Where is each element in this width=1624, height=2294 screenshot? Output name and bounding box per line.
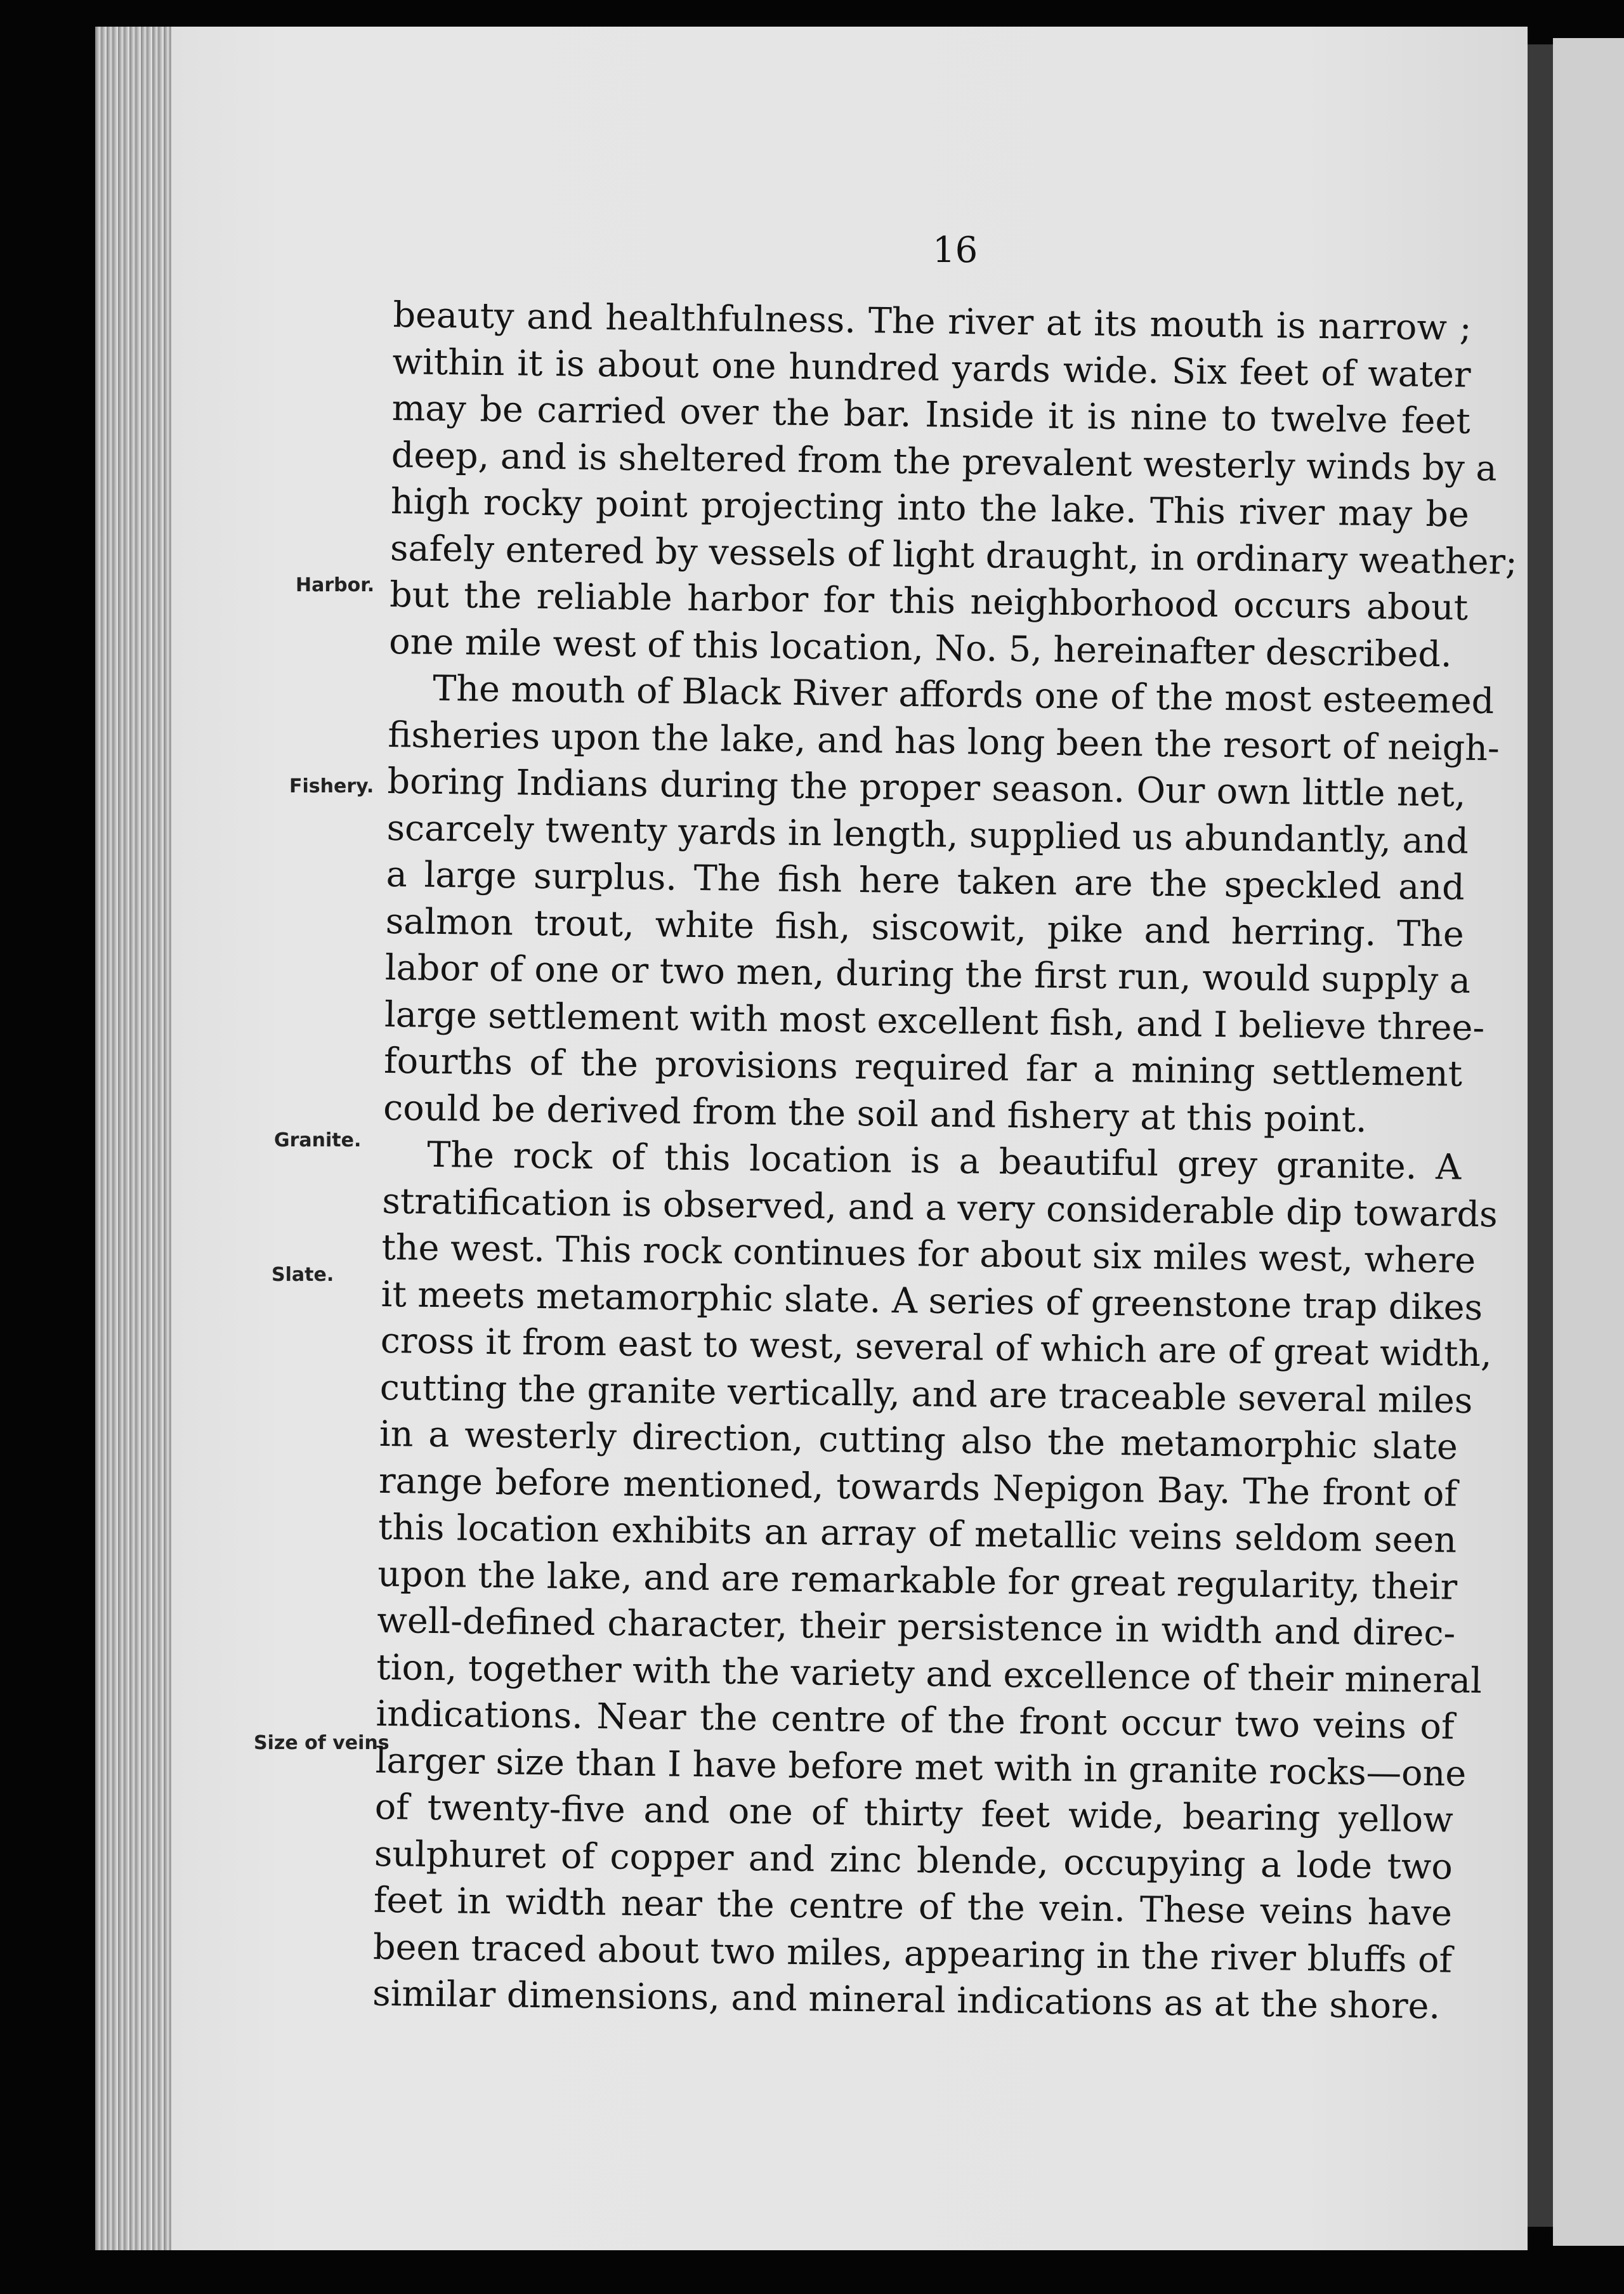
text-line: one mile west of this location, No. 5, hereinafter described. (388, 620, 1452, 675)
text-line: scarcely twenty yards in length, supplied us abundantly, and (386, 807, 1469, 862)
text-line: tion, together with the variety and excellence of their mineral (376, 1646, 1483, 1701)
text-line: feet in width near the centre of the vein. These veins have (373, 1879, 1453, 1934)
margin-note-size-of-veins: Size of veins (254, 1732, 390, 1754)
text-line: stratification is observed, and a very considerable dip towards (382, 1180, 1498, 1235)
text-line: large settlement with most excellent fish, and I believe three- (384, 993, 1485, 1049)
body-text (372, 292, 1518, 2030)
margin-note-slate: Slate. (272, 1264, 334, 1286)
text-line: of twenty-five and one of thirty feet wide, bearing yellow (374, 1786, 1454, 1841)
text-line: fourths of the provisions required far a mining settlement (383, 1040, 1463, 1095)
text-line: could be derived from the soil and fishery at this point. (383, 1087, 1368, 1141)
text-line: range before mentioned, towards Nepigon Bay. The front of (378, 1460, 1458, 1515)
text-line: the west. This rock continues for about six miles west, where (381, 1226, 1476, 1281)
margin-note-fishery: Fishery. (289, 775, 374, 797)
text-line: well-defined character, their persistence in width and direc- (377, 1599, 1456, 1655)
text-line: been traced about two miles, appearing in the river bluffs of (372, 1926, 1453, 1981)
gutter-shadow (1528, 44, 1553, 2227)
text-line: in a westerly direction, cutting also the metamorphic slate (379, 1413, 1458, 1468)
text-line: boring Indians during the proper season. Our own little net, (387, 760, 1466, 815)
text-line: safely entered by vessels of light draught, in ordinary weather; (390, 527, 1518, 583)
text-line: high rocky point projecting into the lake. This river may be (390, 480, 1470, 535)
text-line: fisheries upon the lake, and has long been the resort of neigh- (388, 714, 1500, 769)
margin-note-harbor: Harbor. (296, 574, 375, 596)
text-line: deep, and is sheltered from the prevalent westerly winds by a (391, 434, 1497, 489)
page-stack-edges (95, 27, 171, 2250)
text-line: this location exhibits an array of metallic veins seldom seen (377, 1506, 1457, 1561)
text-line: labor of one or two men, during the first run, would supply a (384, 947, 1471, 1002)
page-number: 16 (933, 230, 978, 271)
text-line: similar dimensions, and mineral indications as at the shore. (372, 1972, 1441, 2028)
text-line: a large surplus. The fish here taken are the speckled and (386, 853, 1465, 908)
text-line: may be carried over the bar. Inside it is nine to twelve feet (391, 387, 1471, 442)
text-line: beauty and healthfulness. The river at its mouth is narrow ; (393, 294, 1472, 349)
text-line: it meets metamorphic slate. A series of greenstone trap dikes (381, 1273, 1483, 1328)
margin-note-granite: Granite. (274, 1129, 362, 1151)
facing-page-edge (1553, 38, 1624, 2246)
text-line: within it is about one hundred yards wide. Six feet of water (392, 341, 1471, 396)
text-line: salmon trout, white fish, siscowit, pike and herring. The (385, 900, 1465, 955)
text-line: The rock of this location is a beautiful grey granite. A (426, 1134, 1462, 1188)
text-line: The mouth of Black River affords one of the most esteemed (432, 667, 1495, 723)
text-line: cross it from east to west, several of which are of great width, (380, 1320, 1493, 1375)
text-line: cutting the granite vertically, and are traceable several miles (379, 1367, 1473, 1422)
text-line: but the reliable harbor for this neighborhood occurs about (389, 574, 1469, 629)
text-line: sulphuret of copper and zinc blende, occupying a lode two (374, 1833, 1453, 1888)
text-line: upon the lake, and are remarkable for great regularity, their (377, 1553, 1458, 1608)
text-line: larger size than I have before met with in granite rocks—one (375, 1740, 1467, 1795)
text-line: indications. Near the centre of the front occur two veins of (376, 1693, 1455, 1748)
